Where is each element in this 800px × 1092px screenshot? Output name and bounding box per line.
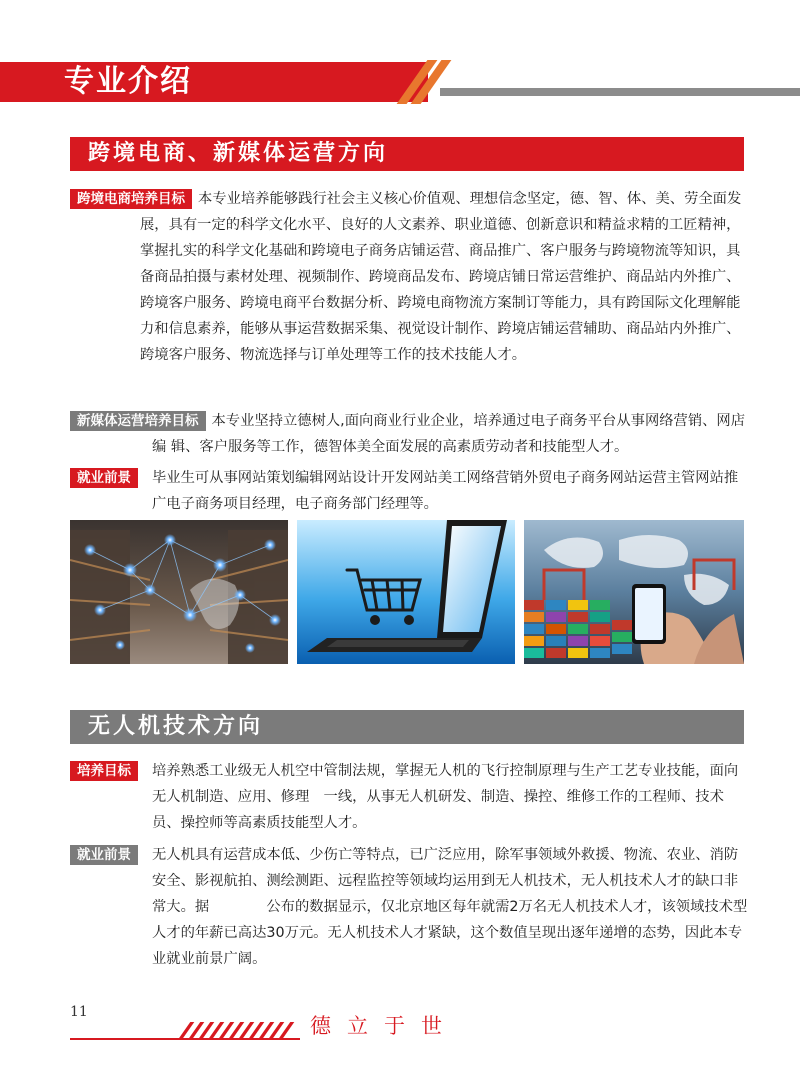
new-media-goal-paragraph	[70, 408, 750, 460]
footer-motto: 德立于世	[310, 1014, 458, 1038]
page-title: 专业介绍	[64, 64, 192, 99]
drone-goal-text: 培养熟悉工业级无人机空中管制法规，掌握无人机的飞行控制原理与生产工艺专业技能，面向无人机制造、应用、修理 一线，从事无人机研发、制造、操控、维修工作的工程师、技术员、操控师等高素质技能型人才。	[152, 763, 739, 831]
section-title: 跨境电商、新媒体运营方向	[88, 141, 389, 166]
new-media-goal-label: 新媒体运营培养目标	[70, 411, 206, 431]
drone-career-paragraph	[70, 842, 750, 972]
cross-border-goal-label: 跨境电商培养目标	[70, 189, 192, 209]
header-grey-rule	[440, 88, 800, 96]
section1-career-paragraph	[70, 465, 750, 517]
footer-stripes	[180, 1022, 300, 1040]
drone-career-text: 无人机具有运营成本低、少伤亡等特点，已广泛应用，除军事领域外救援、物流、农业、消防安全、影视航拍、测绘测距、远程监控等领域均运用到无人机技术，无人机技术人才的缺口非常大。据 公布的数据显示，仅北京地区每年就需2万名无人机技术人才，该领域技术型人才的年薪已高达30万元。无人机技术人才紧缺，这个数值呈现出逐年递增的态势，因此本专业就业前景广阔。	[152, 847, 748, 967]
laptop-cart-photo	[297, 520, 515, 664]
warehouse-network-photo	[70, 520, 288, 664]
new-media-goal-text: 本专业坚持立德树人,面向商业行业企业，培养通过电子商务平台从事网络营销、网店编 辑、客户服务等工作，德智体美全面发展的高素质劳动者和技能型人才。	[152, 413, 746, 455]
section1-career-label: 就业前景	[70, 468, 138, 488]
section-title: 无人机技术方向	[88, 714, 264, 739]
cross-border-goal-paragraph	[70, 186, 750, 368]
page-number: 11	[70, 1004, 88, 1020]
port-containers-photo	[524, 520, 744, 664]
section1-career-text: 毕业生可从事网站策划编辑网站设计开发网站美工网络营销外贸电子商务网站运营主管网站推广电子商务项目经理，电子商务部门经理等。	[152, 470, 739, 512]
section-bar-drone	[70, 710, 744, 744]
drone-career-label: 就业前景	[70, 845, 138, 865]
drone-goal-paragraph	[70, 758, 750, 836]
cross-border-goal-text: 本专业培养能够践行社会主义核心价值观、理想信念坚定，德、智、体、美、劳全面发展，具有一定的科学文化水平、良好的人文素养、职业道德、创新意识和精益求精的工匠精神，掌握扎实的科学文化基础和跨境电子商务店铺运营、商品推广、客户服务与跨境物流等知识，具备商品拍摄与素材处理、视频制作、跨境商品发布、跨境店铺日常运营维护、商品站内外推广、跨境客户服务、跨境电商平台数据分析、跨境电商物流方案制订等能力，具有跨国际文化理解能力和信息素养，能够从事运营数据采集、视觉设计制作、跨境店铺运营辅助、商品站内外推广、跨境客户服务、物流选择与订单处理等工作的技术技能人才。	[140, 191, 742, 363]
section-bar-cross-border	[70, 137, 744, 171]
drone-goal-label: 培养目标	[70, 761, 138, 781]
